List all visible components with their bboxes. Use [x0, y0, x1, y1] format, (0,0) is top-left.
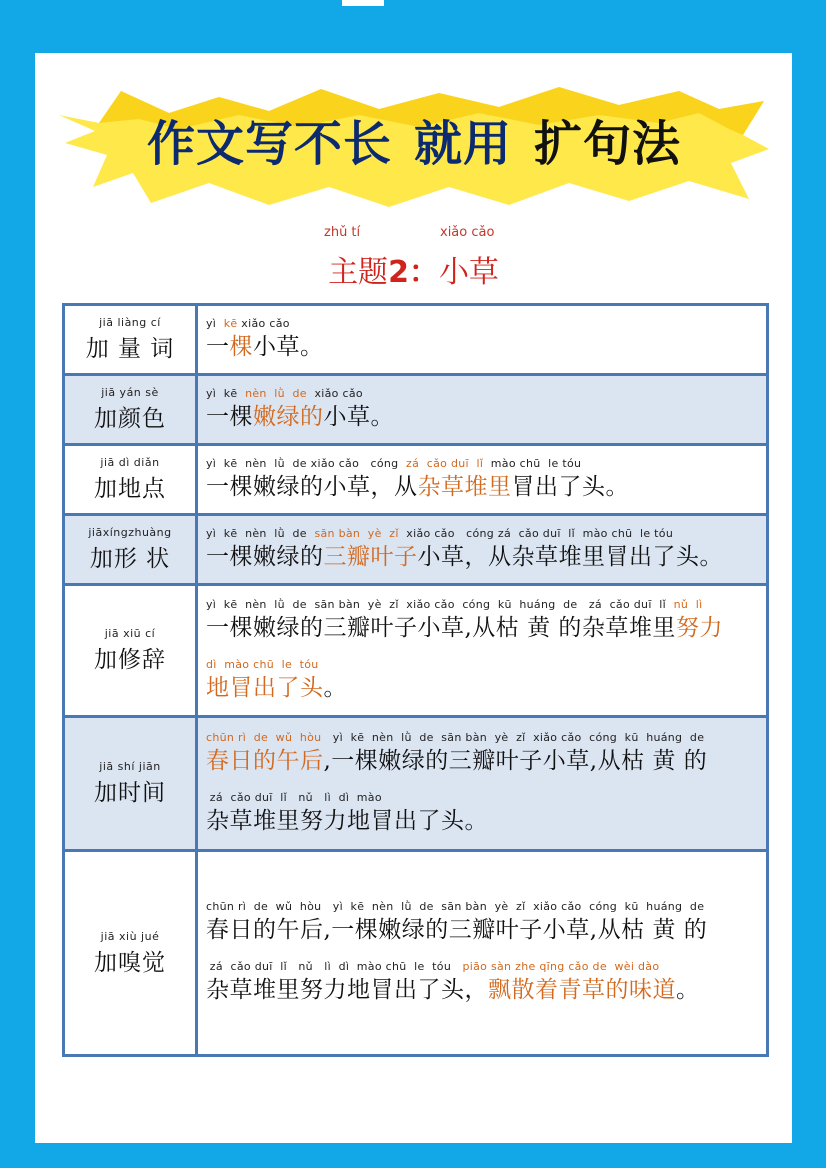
- pinyin-segment: zá cǎo duī lǐ nǔ lì dì mào: [206, 790, 382, 804]
- sentence-pinyin-line: [206, 658, 760, 672]
- table-row: [64, 515, 768, 585]
- sentence-hanzi-line: [206, 745, 760, 777]
- pinyin-segment: zá cǎo duī lǐ nǔ lì dì mào chū le tóu: [206, 960, 463, 973]
- table-row: [64, 851, 768, 1056]
- added-phrase-highlight: 棵: [229, 333, 253, 360]
- sentence-segment: 小草。: [323, 403, 394, 430]
- row-example-sentence: [197, 585, 768, 717]
- topic-pinyin-a: zhǔ tí: [324, 225, 361, 240]
- technique-pinyin: jiā liàng cí: [99, 316, 161, 329]
- headline-part-1: 作文写不长: [146, 116, 392, 172]
- sentence-hanzi-line: [206, 805, 760, 837]
- row-example-sentence: [197, 445, 768, 515]
- headline-part-2: 就用: [413, 116, 512, 172]
- pinyin-segment: yì kē nèn lǜ de sān bàn yè zǐ xiǎo cǎo cóng kū huáng de: [321, 730, 705, 744]
- added-phrase-highlight: 三瓣叶子: [323, 543, 418, 570]
- row-technique-label: [64, 445, 197, 515]
- technique-pinyin: jiā dì diǎn: [100, 456, 160, 469]
- topic-title-number: 2：: [388, 255, 439, 290]
- row-example-sentence: [197, 717, 768, 851]
- added-phrase-highlight: 嫩绿的: [253, 403, 324, 430]
- pinyin-segment: yì kē nèn lǜ de xiǎo cǎo cóng: [206, 456, 407, 470]
- added-phrase-highlight: 飘散着青草的味道: [488, 977, 676, 1003]
- pinyin-highlight: nèn lǜ de: [245, 386, 307, 400]
- headline-part-3: 扩句法: [534, 116, 682, 172]
- technique-pinyin: jiāxíngzhuàng: [88, 526, 172, 539]
- expansion-table: [62, 303, 769, 1057]
- technique-name: 加时间: [94, 780, 166, 806]
- sentence-segment: 一棵: [206, 403, 253, 430]
- sentence-pinyin-line: [206, 387, 760, 401]
- headline-text: [59, 105, 769, 174]
- topic-title-a: 主题: [328, 255, 389, 290]
- sentence-segment: ,一棵嫩绿的三瓣叶子小草,从枯 黄 的: [323, 747, 708, 774]
- sentence-hanzi-line: [206, 612, 760, 644]
- sentence-hanzi-line: [206, 672, 760, 704]
- table-row: [64, 305, 768, 375]
- sentence-pinyin-line: [206, 598, 760, 612]
- sentence-segment: 春日的午后,一棵嫩绿的三瓣叶子小草,从枯 黄 的: [206, 917, 708, 943]
- technique-pinyin: jiā yán sè: [101, 386, 159, 399]
- technique-name: 加地点: [94, 476, 166, 502]
- pinyin-highlight: chūn rì de wǔ hòu: [206, 730, 322, 744]
- sentence-pinyin-line: [206, 791, 760, 805]
- technique-pinyin: jiā xiū cí: [104, 627, 156, 640]
- technique-name: 加 量 词: [85, 336, 175, 362]
- sentence-pinyin-line: [206, 457, 760, 471]
- technique-pinyin: jiā xiù jué: [100, 929, 160, 943]
- sentence-segment: 一: [206, 333, 230, 360]
- added-phrase-highlight: 春日的午后: [206, 747, 324, 774]
- row-example-sentence: [197, 375, 768, 445]
- pinyin-segment: xiǎo cǎo cóng zá cǎo duī lǐ mào chū le tóu: [398, 526, 674, 540]
- row-example-sentence: [197, 851, 768, 1056]
- row-example-sentence: [197, 515, 768, 585]
- sentence-pinyin-line: [206, 960, 760, 974]
- pinyin-highlight: nǔ lì: [673, 597, 703, 611]
- pinyin-segment: xiǎo cǎo: [237, 316, 290, 330]
- row-technique-label: [64, 585, 197, 717]
- sentence-segment: 小草。: [253, 333, 324, 360]
- sentence-hanzi-line: [206, 541, 760, 573]
- sentence-hanzi-line: [206, 401, 760, 433]
- topic-pinyin-b: xiǎo cǎo: [440, 225, 495, 240]
- topic-title: [35, 225, 792, 291]
- topic-title-pinyin: [35, 225, 792, 243]
- top-tab-marker: [342, 0, 384, 6]
- pinyin-highlight: piāo sàn zhe qīng cǎo de wèi dào: [462, 960, 660, 973]
- sentence-hanzi-line: [206, 974, 760, 1006]
- pinyin-highlight: sān bàn yè zǐ: [314, 526, 399, 540]
- sentence-segment: 一棵嫩绿的三瓣叶子小草,从枯 黄 的杂草堆里: [206, 614, 676, 641]
- technique-name: 加颜色: [94, 406, 166, 432]
- sentence-pinyin-line: [206, 900, 760, 914]
- pinyin-highlight: kē: [223, 316, 238, 330]
- pinyin-highlight: zá cǎo duī lǐ: [406, 456, 484, 470]
- pinyin-segment: mào chū le tóu: [483, 456, 582, 470]
- sentence-hanzi-line: [206, 471, 760, 503]
- headline-banner: [59, 83, 769, 213]
- pinyin-segment: chūn rì de wǔ hòu yì kē nèn lǜ de sān bàn yè zǐ xiǎo cǎo cóng kū huáng de: [206, 900, 705, 913]
- sentence-hanzi-line: [206, 914, 760, 946]
- pinyin-segment: yì kē: [206, 386, 246, 400]
- sentence-hanzi-line: [206, 331, 760, 363]
- sentence-segment: 一棵嫩绿的小草，从: [206, 473, 418, 500]
- worksheet-page: [35, 53, 792, 1143]
- row-technique-label: [64, 717, 197, 851]
- row-technique-label: [64, 305, 197, 375]
- sentence-segment: 小草，从杂草堆里冒出了头。: [417, 543, 723, 570]
- added-phrase-highlight: 杂草堆里: [417, 473, 512, 500]
- row-technique-label: [64, 851, 197, 1056]
- technique-name: 加嗅觉: [94, 949, 166, 976]
- table-row: [64, 717, 768, 851]
- pinyin-segment: yì: [206, 316, 224, 330]
- sentence-pinyin-line: [206, 527, 760, 541]
- added-phrase-highlight: 努力: [675, 614, 723, 641]
- table-row: [64, 585, 768, 717]
- sentence-segment: 冒出了头。: [511, 473, 629, 500]
- sentence-segment: 杂草堆里努力地冒出了头，: [206, 977, 488, 1003]
- sentence-segment: 杂草堆里努力地冒出了头。: [206, 807, 488, 834]
- row-technique-label: [64, 375, 197, 445]
- topic-title-b: 小草: [438, 255, 499, 290]
- pinyin-segment: xiǎo cǎo: [306, 386, 363, 400]
- technique-pinyin: jiā shí jiān: [99, 760, 161, 773]
- sentence-segment: 。: [323, 674, 347, 701]
- pinyin-segment: yì kē nèn lǜ de sān bàn yè zǐ xiǎo cǎo cóng kū huáng de zá cǎo duī lǐ: [206, 597, 674, 611]
- row-technique-label: [64, 515, 197, 585]
- topic-title-text: [35, 247, 792, 291]
- added-phrase-highlight: 地冒出了头: [206, 674, 324, 701]
- table-row: [64, 375, 768, 445]
- sentence-pinyin-line: [206, 317, 760, 331]
- sentence-segment: 一棵嫩绿的: [206, 543, 324, 570]
- sentence-segment: 。: [676, 977, 700, 1003]
- row-example-sentence: [197, 305, 768, 375]
- technique-name: 加形 状: [89, 546, 171, 572]
- technique-name: 加修辞: [94, 647, 166, 673]
- pinyin-segment: yì kē nèn lǜ de: [206, 526, 315, 540]
- pinyin-highlight: dì mào chū le tóu: [206, 657, 319, 671]
- table-row: [64, 445, 768, 515]
- sentence-pinyin-line: [206, 731, 760, 745]
